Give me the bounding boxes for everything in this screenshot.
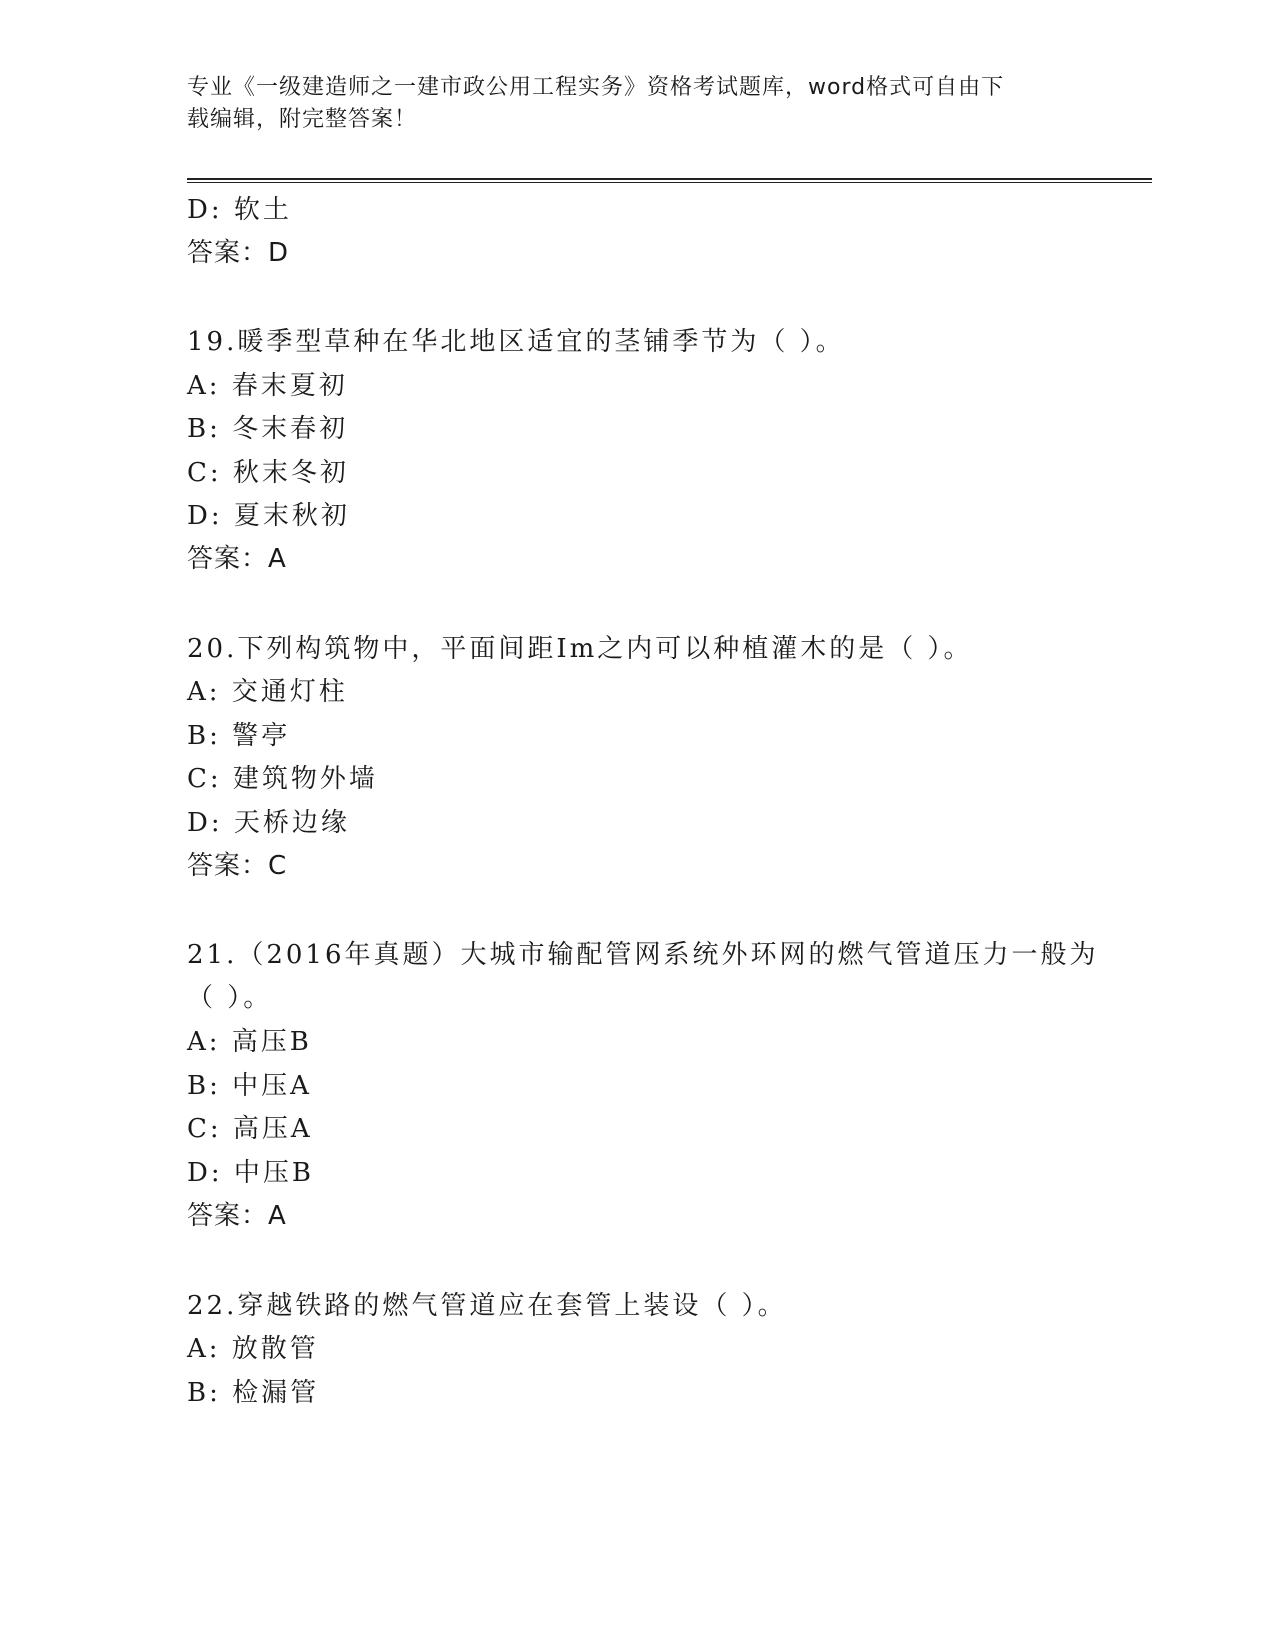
header-divider-thin <box>187 182 1152 183</box>
q21-option-c: C: 高压A <box>187 1114 313 1144</box>
q21-answer: 答案：A <box>187 1201 287 1231</box>
q22-stem: 22.穿越铁路的燃气管道应在套管上装设（ ）。 <box>187 1291 787 1321</box>
q20-option-d: D: 天桥边缘 <box>187 808 350 838</box>
q21-stem-line-1: 21.（2016年真题）大城市输配管网系统外环网的燃气管道压力一般为 <box>187 940 1099 970</box>
q19-option-d: D: 夏末秋初 <box>187 501 350 531</box>
q20-option-b: B: 警亭 <box>187 721 291 751</box>
q20-answer: 答案：C <box>187 851 288 881</box>
q19-stem: 19.暖季型草种在华北地区适宜的茎铺季节为（ ）。 <box>187 327 845 357</box>
q22-option-b: B: 检漏管 <box>187 1378 320 1408</box>
q20-option-a: A: 交通灯柱 <box>187 677 348 707</box>
q21-option-d: D: 中压B <box>187 1158 314 1188</box>
header-line-2: 载编辑，附完整答案！ <box>187 107 418 132</box>
q22-option-a: A: 放散管 <box>187 1334 319 1364</box>
q21-stem-line-2: （ ）。 <box>187 983 273 1013</box>
q21-option-b: B: 中压A <box>187 1071 312 1101</box>
q19-answer: 答案：A <box>187 544 287 574</box>
q19-option-c: C: 秋末冬初 <box>187 458 349 488</box>
header-line-1: 专业《一级建造师之一建市政公用工程实务》资格考试题库，word格式可自由下 <box>187 75 1005 100</box>
q20-option-c: C: 建筑物外墙 <box>187 764 378 794</box>
q18-answer: 答案：D <box>187 238 290 268</box>
q20-stem: 20.下列构筑物中，平面间距Im之内可以种植灌木的是（ ）。 <box>187 634 973 664</box>
q19-option-a: A: 春末夏初 <box>187 371 348 401</box>
q18-option-d: D: 软土 <box>187 195 292 225</box>
q21-option-a: A: 高压B <box>187 1027 312 1057</box>
document-header <box>187 72 1087 136</box>
header-divider-thick <box>187 178 1152 180</box>
q19-option-b: B: 冬末春初 <box>187 414 349 444</box>
